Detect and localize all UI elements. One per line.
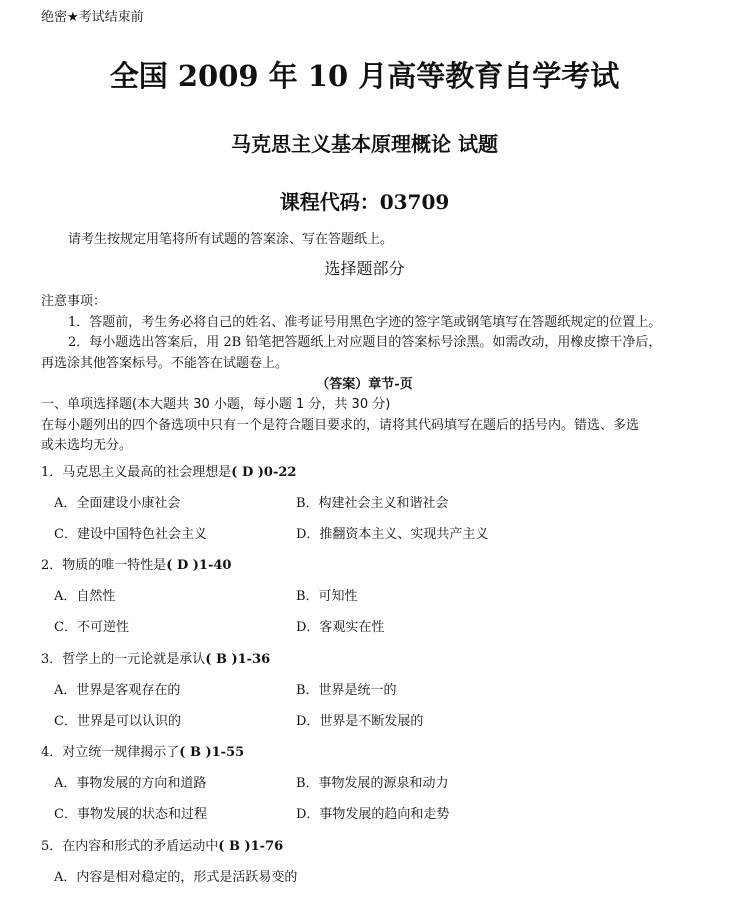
part1-desc-line-1: 在每小题列出的四个备选项中只有一个是符合题目要求的，请将其代码填写在题后的括号内。错选、多选 — [41, 418, 640, 433]
q5-option-a: A．内容是相对稳定的，形式是活跃易变的 — [54, 870, 298, 885]
instruction-text: 请考生按规定用笔将所有试题的答案涂、写在答题纸上。 — [68, 232, 394, 247]
q3-option-d: D．世界是不断发展的 — [296, 714, 424, 729]
question-2 — [41, 554, 231, 573]
q2-option-a: A．自然性 — [54, 589, 116, 604]
q1-option-d: D．推翻资本主义、实现共产主义 — [296, 527, 489, 542]
q4-option-a: A．事物发展的方向和道路 — [54, 776, 207, 791]
question-stem: 4．对立统一规律揭示了 — [41, 745, 180, 760]
confidential-label: 绝密★考试结束前 — [41, 10, 144, 25]
q4-option-b: B．事物发展的源泉和动力 — [296, 776, 449, 791]
q1-option-b: B．构建社会主义和谐社会 — [296, 496, 449, 511]
q3-option-c: C．世界是可以认识的 — [54, 714, 181, 729]
question-stem: 3．哲学上的一元论就是承认 — [41, 652, 206, 667]
part1-title: 一、单项选择题(本大题共 30 小题，每小题 1 分，共 30 分) — [41, 397, 391, 412]
question-5 — [41, 835, 283, 854]
main-title: 全国 2009 年 10 月高等教育自学考试 — [109, 59, 620, 93]
q3-option-a: A．世界是客观存在的 — [54, 683, 181, 698]
course-code: 课程代码：03709 — [279, 190, 450, 214]
note-item-1: 1．答题前，考生务必将自己的姓名、准考证号用黑色字迹的签字笔或钢笔填写在答题纸规定的位置上。 — [68, 315, 662, 330]
question-answer: ( B )1-36 — [205, 652, 271, 667]
answer-header: （答案）章节-页 — [316, 377, 413, 392]
question-4 — [41, 741, 244, 760]
q1-option-c: C．建设中国特色社会主义 — [54, 527, 207, 542]
question-answer: ( D )1-40 — [166, 558, 232, 573]
note-item-2-line-1: 2．每小题选出答案后，用 2B 铅笔把答题纸上对应题目的答案标号涂黑。如需改动，用橡皮擦干净后， — [68, 335, 662, 350]
q4-option-d: D．事物发展的趋向和走势 — [296, 807, 450, 822]
subject-title: 马克思主义基本原理概论 试题 — [231, 132, 498, 156]
question-1 — [41, 461, 296, 480]
question-3 — [41, 648, 270, 667]
section-title: 选择题部分 — [324, 259, 405, 278]
question-stem: 1．马克思主义最高的社会理想是 — [41, 465, 232, 480]
q1-option-a: A．全面建设小康社会 — [54, 496, 181, 511]
notes-heading: 注意事项： — [41, 294, 107, 309]
question-answer: ( D )0-22 — [231, 465, 297, 480]
question-stem: 2．物质的唯一特性是 — [41, 558, 167, 573]
q3-option-b: B．世界是统一的 — [296, 683, 397, 698]
question-answer: ( B )1-76 — [218, 839, 284, 854]
note-item-2-line-2: 再选涂其他答案标号。不能答在试题卷上。 — [41, 356, 289, 371]
q2-option-b: B．可知性 — [296, 589, 358, 604]
question-answer: ( B )1-55 — [179, 745, 245, 760]
q4-option-c: C．事物发展的状态和过程 — [54, 807, 207, 822]
q2-option-c: C．不可逆性 — [54, 620, 129, 635]
question-stem: 5．在内容和形式的矛盾运动中 — [41, 839, 219, 854]
q2-option-d: D．客观实在性 — [296, 620, 385, 635]
part1-desc-line-2: 或未选均无分。 — [41, 438, 133, 453]
